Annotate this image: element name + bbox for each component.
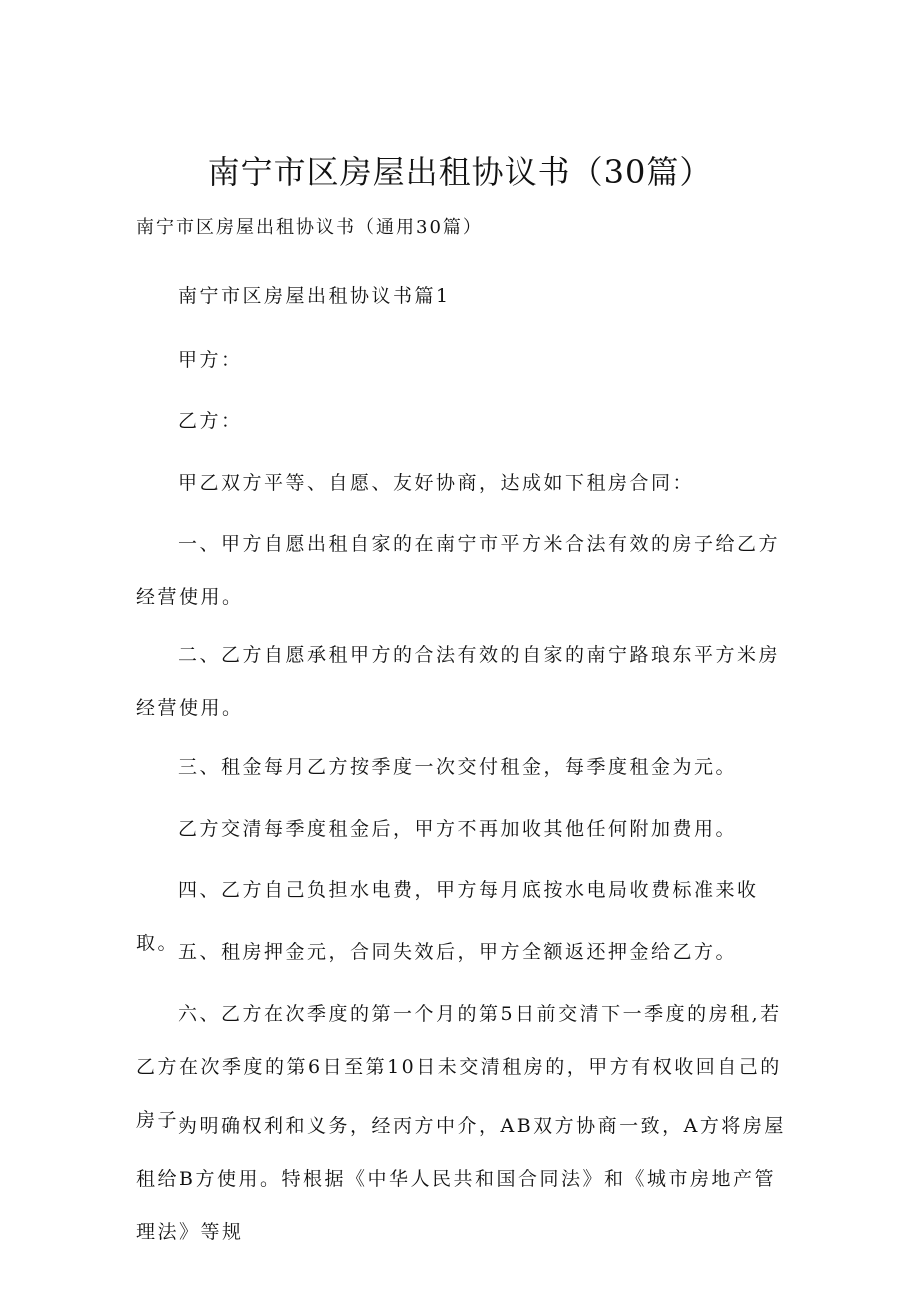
document-subtitle: 南宁市区房屋出租协议书（通用30篇） bbox=[136, 217, 483, 238]
clause-6: 六、乙方在次季度的第一个月的第5日前交清下一季度的房租,若乙方在次季度的第6日至第10日未交清租房的，甲方有权收回自己的房子。 bbox=[136, 1003, 782, 1131]
clause-5: 五、租房押金元，合同失效后，甲方全额返还押金给乙方。 bbox=[178, 941, 738, 963]
clause-4: 四、乙方自己负担水电费，甲方每月底按水电局收费标准来收取。 bbox=[136, 879, 759, 954]
clause-1: 一、甲方自愿出租自家的在南宁市平方米合法有效的房子给乙方经营使用。 bbox=[136, 533, 781, 608]
clause-3-note: 乙方交清每季度租金后，甲方不再加收其他任何附加费用。 bbox=[178, 818, 738, 840]
section-heading: 南宁市区房屋出租协议书篇1 bbox=[178, 285, 451, 307]
party-a-line: 甲方： bbox=[178, 349, 243, 371]
party-b-line: 乙方： bbox=[178, 410, 243, 432]
agreement-intro: 甲乙双方平等、自愿、友好协商，达成如下租房合同： bbox=[178, 472, 695, 494]
clause-2: 二、乙方自愿承租甲方的合法有效的自家的南宁路琅东平方米房经营使用。 bbox=[136, 644, 781, 719]
preamble-paragraph: 为明确权利和义务，经丙方中介，AB双方协商一致，A方将房屋租给B方使用。特根据《中华人民共和国合同法》和《城市房地产管理法》等规 bbox=[136, 1115, 786, 1243]
clause-3: 三、租金每月乙方按季度一次交付租金，每季度租金为元。 bbox=[178, 756, 738, 778]
document-title: 南宁市区房屋出租协议书（30篇） bbox=[207, 153, 713, 191]
